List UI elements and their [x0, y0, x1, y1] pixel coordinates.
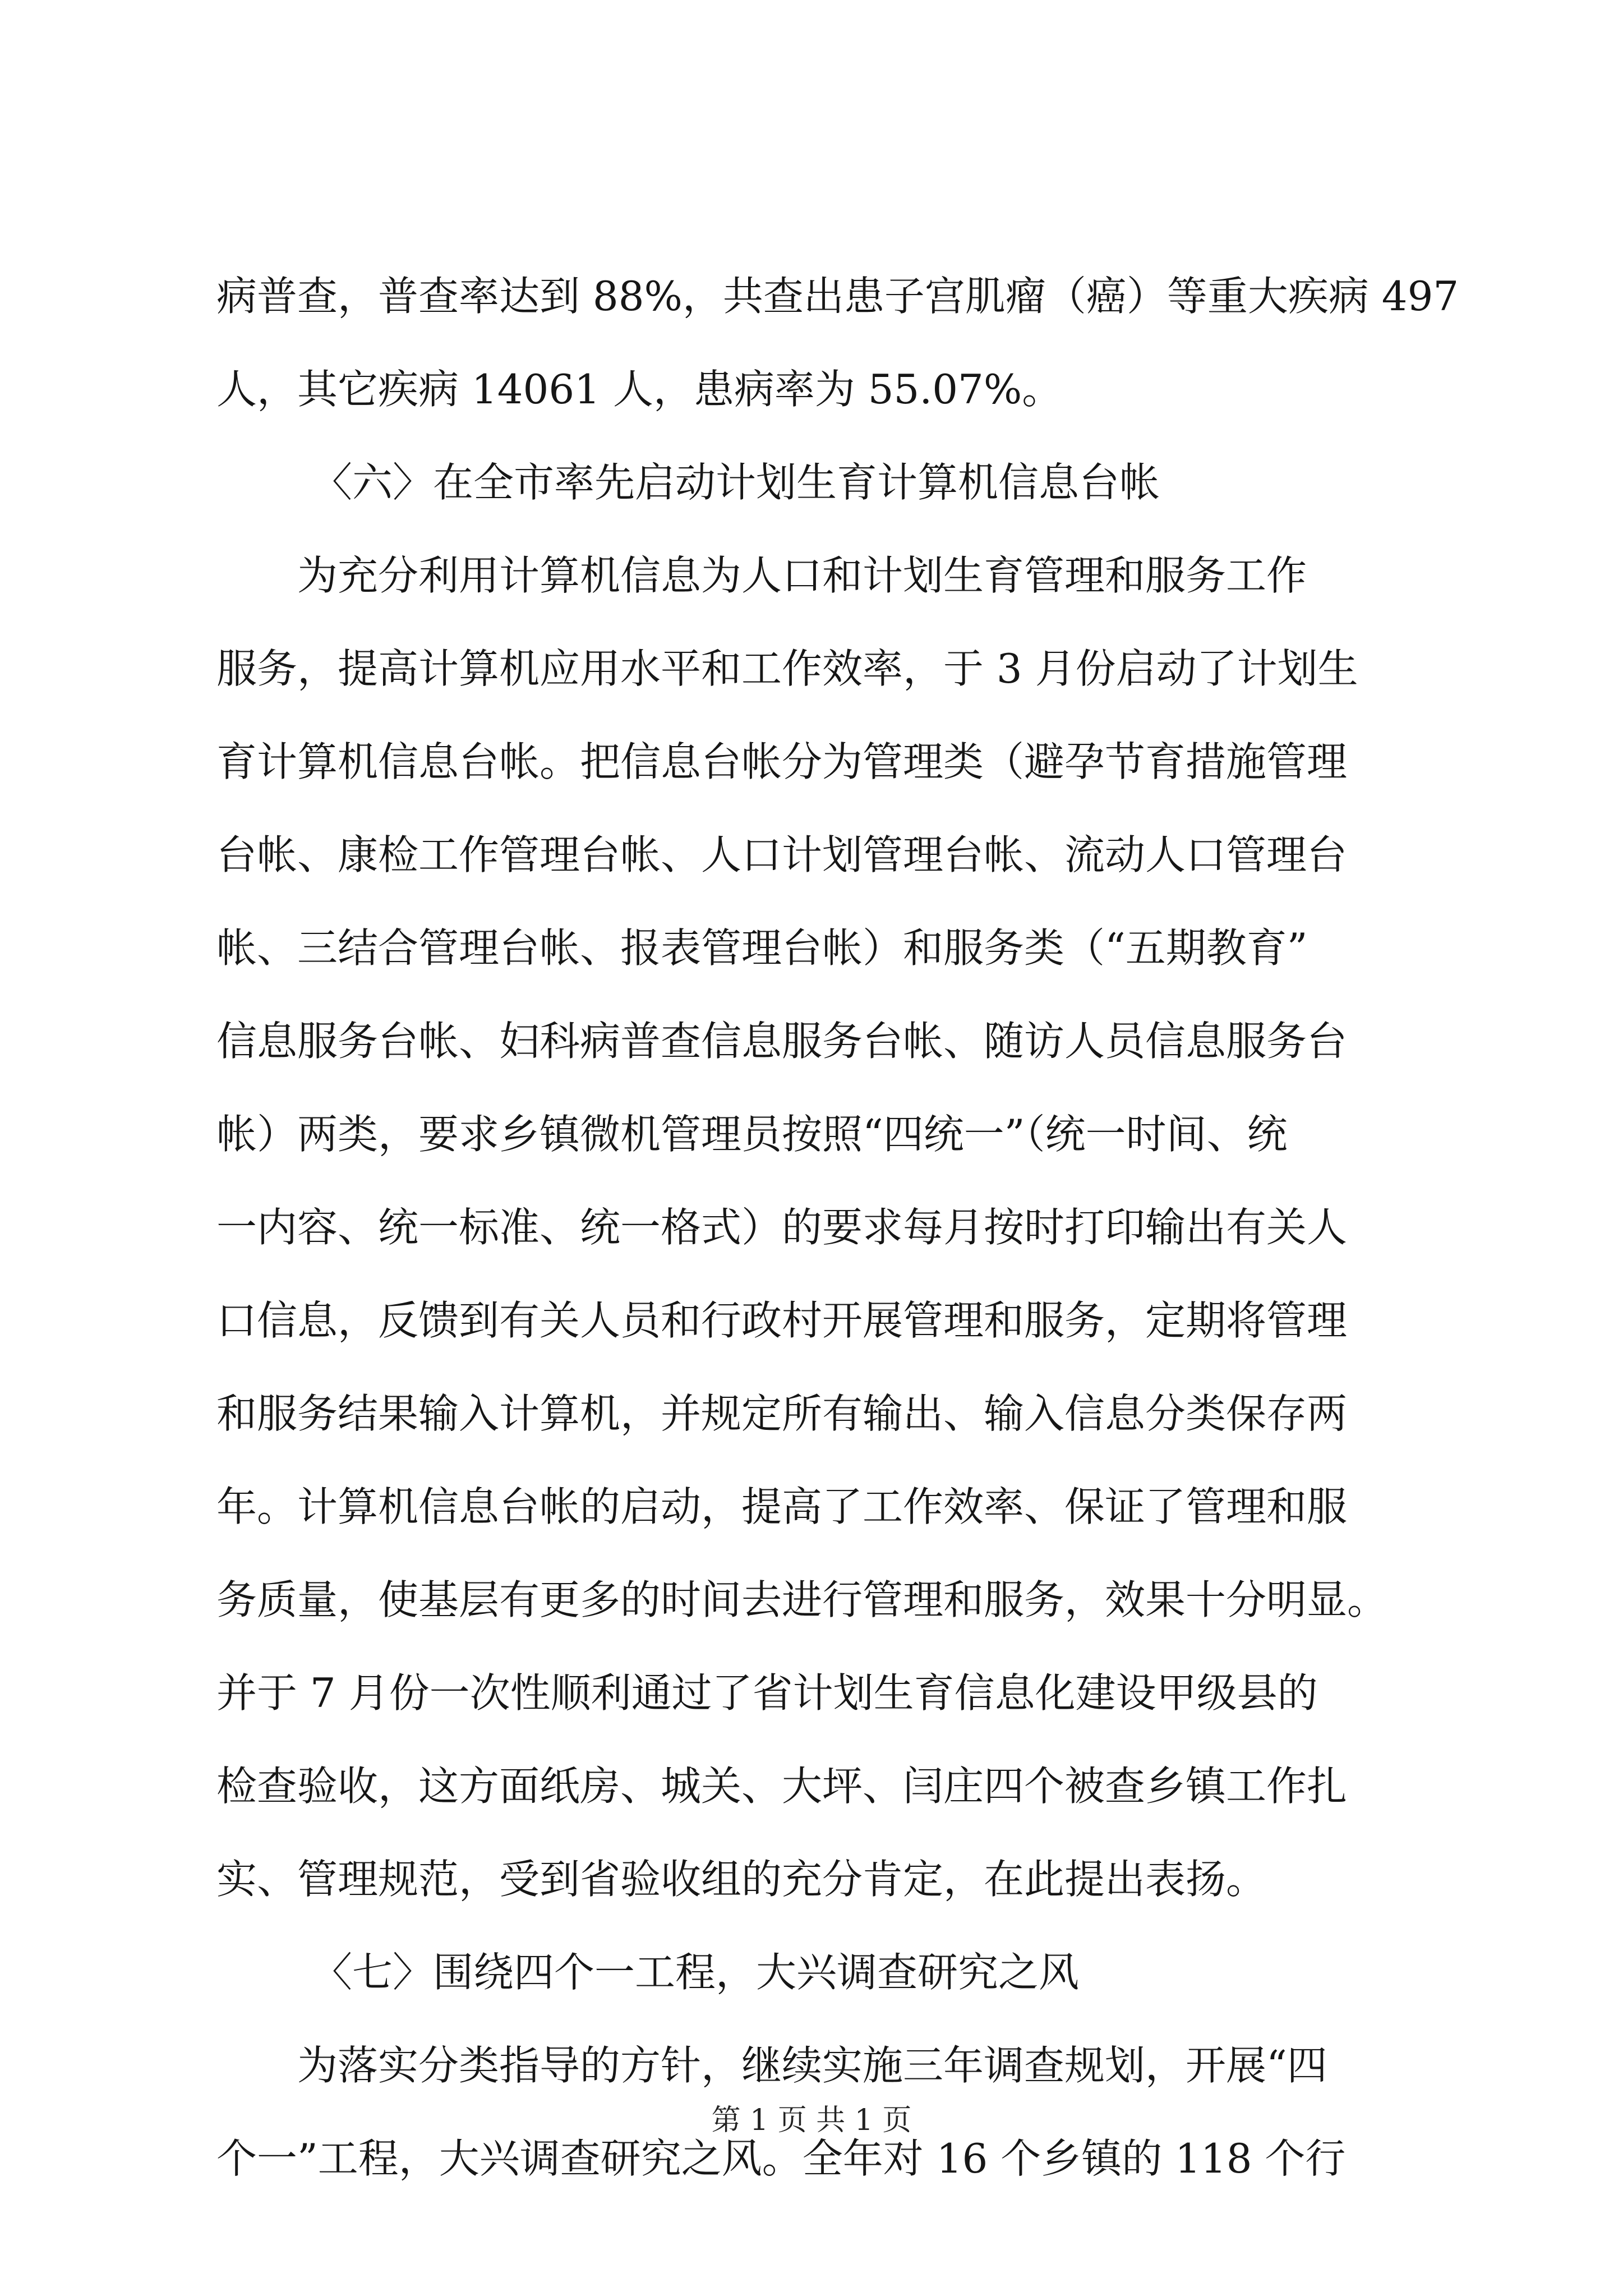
body-line: 病普查，普查率达到 88%，共查出患子宫肌瘤（癌）等重大疾病 497: [216, 273, 1459, 320]
body-line: 帐）两类，要求乡镇微机管理员按照“四统一”（统一时间、统: [216, 1111, 1288, 1158]
body-line: 服务，提高计算机应用水平和工作效率，于 3 月份启动了计划生: [216, 645, 1358, 692]
body-line: 帐、三结合管理台帐、报表管理台帐）和服务类（“五期教育”: [216, 924, 1308, 972]
body-line: 信息服务台帐、妇科病普查信息服务台帐、随访人员信息服务台: [216, 1018, 1348, 1065]
section-heading-6: 〈六〉在全市率先启动计划生育计算机信息台帐: [312, 459, 1160, 506]
body-line: 育计算机信息台帐。把信息台帐分为管理类（避孕节育措施管理: [216, 738, 1348, 785]
body-line: 并于 7 月份一次性顺利通过了省计划生育信息化建设甲级县的: [216, 1669, 1318, 1717]
page-footer: 第 1 页 共 1 页: [711, 2104, 912, 2137]
document-body: [216, 250, 1459, 2205]
body-line: 人，其它疾病 14061 人，患病率为 55.07%。: [216, 366, 1063, 413]
body-line: 务质量，使基层有更多的时间去进行管理和服务，效果十分明显。: [216, 1576, 1388, 1623]
body-line: 个一”工程，大兴调查研究之风。全年对 16 个乡镇的 118 个行: [216, 2135, 1346, 2182]
body-line: 口信息，反馈到有关人员和行政村开展管理和服务，定期将管理: [216, 1297, 1348, 1344]
body-line: 和服务结果输入计算机，并规定所有输出、输入信息分类保存两: [216, 1390, 1348, 1437]
body-line: 检查验收，这方面纸房、城关、大坪、闫庄四个被查乡镇工作扎: [216, 1763, 1348, 1810]
body-line: 台帐、康检工作管理台帐、人口计划管理台帐、流动人口管理台: [216, 831, 1348, 878]
body-line: 一内容、统一标准、统一格式）的要求每月按时打印输出有关人: [216, 1204, 1348, 1251]
paragraph-start-line: 为充分利用计算机信息为人口和计划生育管理和服务工作: [297, 552, 1307, 599]
body-line: 实、管理规范，受到省验收组的充分肯定，在此提出表扬。: [216, 1856, 1267, 1903]
paragraph-start-line: 为落实分类指导的方针，继续实施三年调查规划，开展“四: [297, 2042, 1327, 2089]
body-line: 年。计算机信息台帐的启动，提高了工作效率、保证了管理和服: [216, 1483, 1348, 1530]
section-heading-7: 〈七〉围绕四个一工程，大兴调查研究之风: [312, 1949, 1080, 1996]
